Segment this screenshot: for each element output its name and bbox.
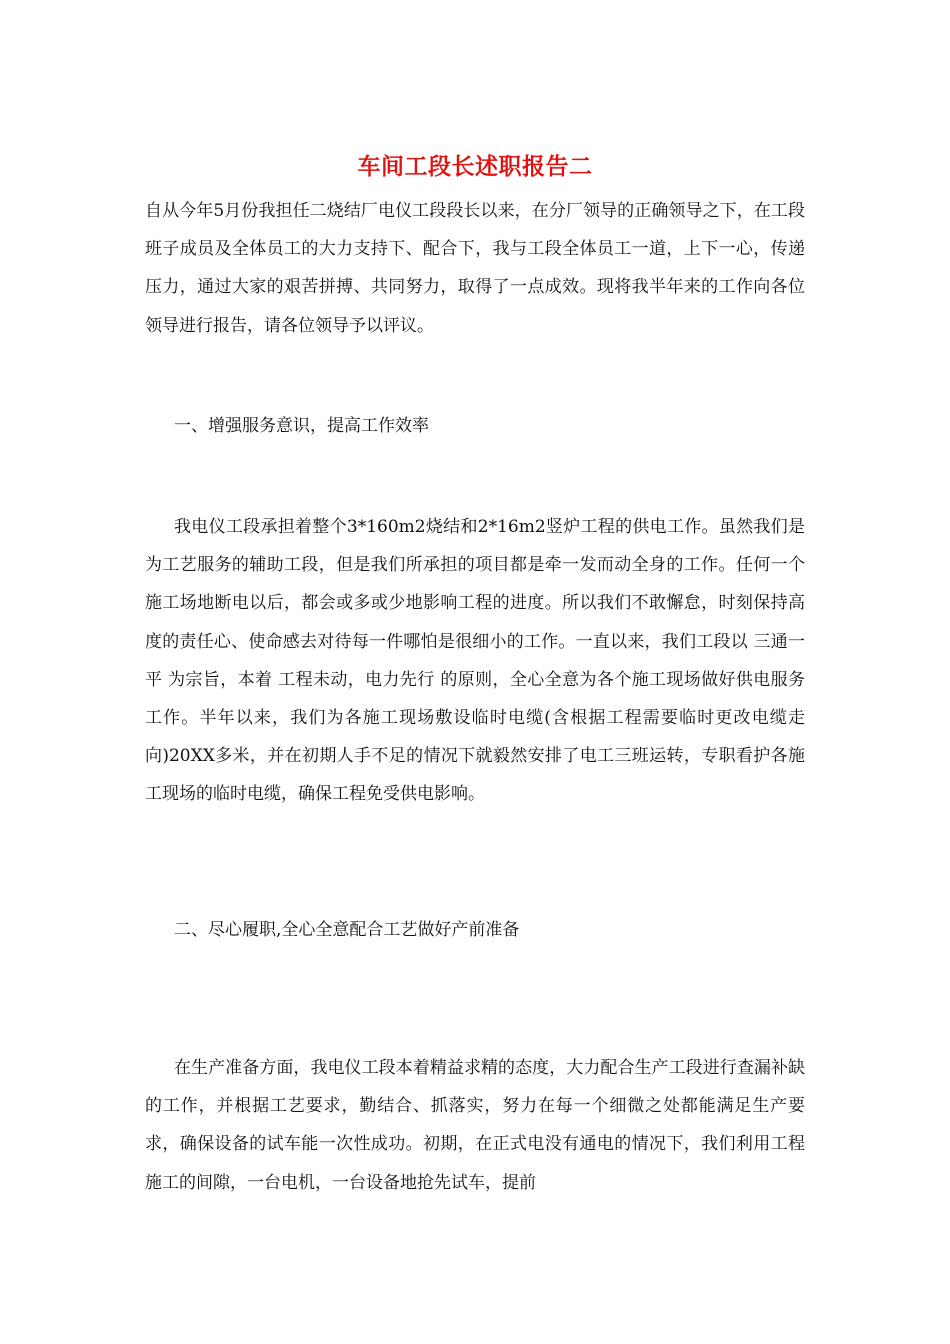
section-body-2: 在生产准备方面，我电仪工段本着精益求精的态度，大力配合生产工段进行查漏补缺的工作，并根据工艺要求，勤结合、抓落实，努力在每一个细微之处都能满足生产要求，确保设备的试车能一次性成功。初期，在正式电没有通电的情况下，我们利用工程施工的间隙，一台电机，一台设备地抢先试车，提前 [145, 1058, 805, 1193]
section-heading-2: 二、尽心履职,全心全意配合工艺做好产前准备 [174, 920, 520, 940]
document-title: 车间工段长述职报告二 [357, 153, 593, 180]
section-heading-1: 一、增强服务意识，提高工作效率 [174, 416, 429, 436]
intro-paragraph: 自从今年5月份我担任二烧结厂电仪工段段长以来，在分厂领导的正确领导之下，在工段班子成员及全体员工的大力支持下、配合下，我与工段全体员工一道，上下一心，传递压力，通过大家的艰苦拼搏、共同努力，取得了一点成效。现将我半年来的工作向各位领导进行报告，请各位领导予以评议。 [145, 201, 805, 336]
section-body-1: 我电仪工段承担着整个3*160m2烧结和2*16m2竖炉工程的供电工作。虽然我们是为工艺服务的辅助工段，但是我们所承担的项目都是牵一发而动全身的工作。任何一个施工场地断电以后，都会或多或少地影响工程的进度。所以我们不敢懈怠，时刻保持高度的责任心、使命感去对待每一件哪怕是很细小的工作。一直以来，我们工段以 三通一平 为宗旨，本着 工程未动，电力先行 的原则，全心全意为各个施工现场做好供电服务工作。半年以来，我们为各施工现场敷设临时电缆(含根据工程需要临时更改电缆走向)20XX多米，并在初期人手不足的情况下就毅然安排了电工三班运转，专职看护各施工现场的临时电缆，确保工程免受供电影响。 [145, 517, 805, 805]
